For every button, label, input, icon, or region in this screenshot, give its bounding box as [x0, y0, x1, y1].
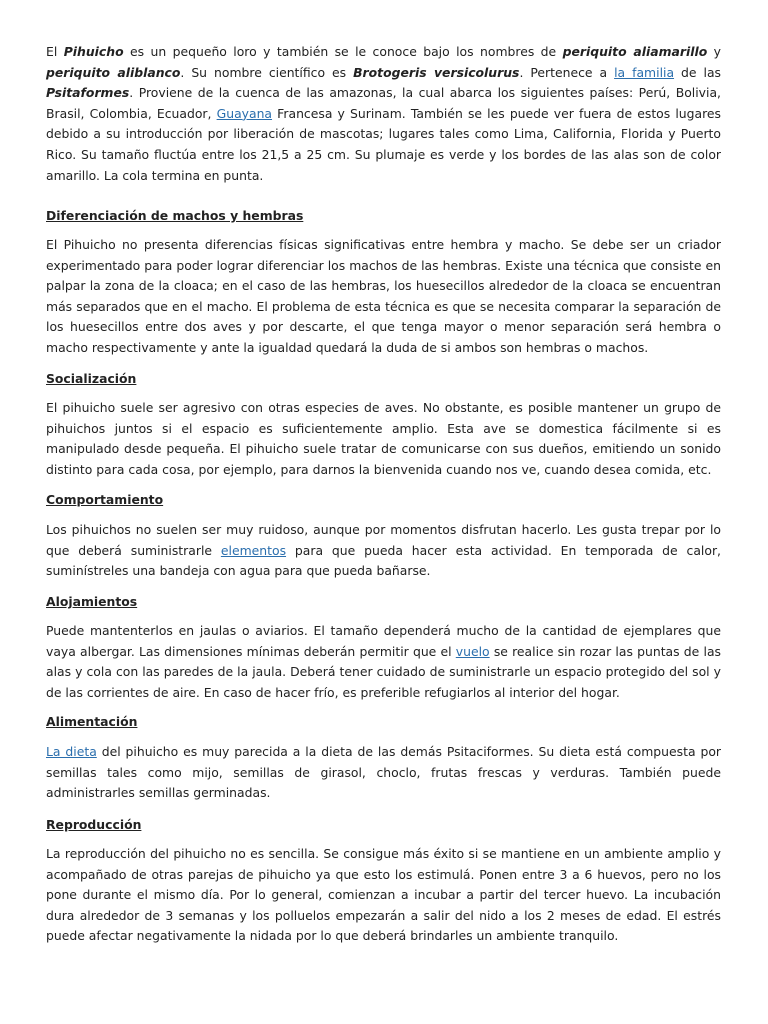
alimentacion-text: del pihuicho es muy parecida a la dieta de las demás Psitaciformes. Su dieta está compuesta por semillas tales como mijo, semillas de girasol, choclo, frutas frescas y verduras. También puede administrarles semillas germinadas. [46, 744, 721, 801]
heading-alimentacion: Alimentación [46, 714, 138, 729]
paragraph-comportamiento [46, 520, 721, 582]
heading-reproduccion: Reproducción [46, 817, 142, 832]
common-name-1: periquito aliamarillo [562, 44, 708, 59]
alojamientos-text: Puede mantenterlos en jaulas o aviarios. El tamaño dependerá mucho de la cantidad de ejemplares que vaya albergar. Las dimensiones mínimas deberán permitir que el [46, 623, 721, 659]
intro-text: es un pequeño loro y también se le conoce bajo los nombres de [123, 44, 563, 59]
intro-paragraph [46, 42, 721, 186]
link-guayana[interactable]: Guayana [216, 105, 273, 121]
intro-text: y [707, 44, 721, 59]
link-la-dieta[interactable]: La dieta [46, 744, 97, 759]
scientific-name: Brotogeris versicolurus [353, 64, 520, 80]
link-la-familia[interactable]: la familia [614, 64, 675, 80]
link-elementos[interactable]: elementos [220, 542, 287, 558]
intro-text: . Proviene de la cuenca de las amazonas, la cual abarca los siguientes países: Perú, Bolivia, Brasil, Colombia, Ecuador, [46, 85, 721, 121]
alojamientos-text: se realice sin rozar las puntas de las alas y cola con las paredes de la jaula. Deberá tener cuidado de suministrarle un espacio protegido del sol y de las corrientes de aire. En caso de hacer frío, es preferible refugiarlos al interior del hogar. [46, 643, 721, 700]
paragraph-diferenciacion: El Pihuicho no presenta diferencias físicas significativas entre hembra y macho. Se debe ser un criador experimentado para poder lograr diferenciar los machos de las hembras. Existe una técnica que consiste en palpar la zona de la cloaca; en el caso de las hembras, los huesecillos alrededor de la cloaca se encuentran más separados que en el macho. El problema de esta técnica es que se necesita comparar la separación de los huesecillos entre dos aves y por descarte, el que tenga mayor o menor separación será hembra o macho respectivamente y ante la igualdad quedará la duda de si ambos son hembras o machos. [46, 237, 721, 355]
bird-name: Pihuicho [63, 44, 124, 59]
heading-alojamientos: Alojamientos [46, 594, 138, 609]
paragraph-reproduccion: La reproducción del pihuicho no es sencilla. Se consigue más éxito si se mantiene en un ambiente amplio y acompañado de otras parejas de pihuicho ya que esto los estimulá. Ponen entre 3 a 6 huevos, pero no los pone durante el mismo día. Por lo general, comienzan a incubar a partir del tercer huevo. La incubación dura alrededor de 3 semanas y los polluelos empezarán a salir del nido a los 2 meses de edad. El estrés puede afectar negativamente la nidada por lo que deberá brindarles un ambiente tranquilo. [46, 846, 721, 944]
paragraph-alimentacion [46, 742, 721, 804]
link-vuelo[interactable]: vuelo [455, 643, 490, 659]
intro-text: Francesa y Surinam. También se les puede ver fuera de estos lugares debido a su introducción por liberación de mascotas; lugares tales como Lima, California, Florida y Puerto Rico. Su tamaño fluctúa entre los 21,5 a 25 cm. Su plumaje es verde y los bordes de las alas son de color amarillo. La cola termina en punta. [46, 105, 722, 183]
paragraph-socializacion: El pihuicho suele ser agresivo con otras especies de aves. No obstante, es posible mantener un grupo de pihuichos juntos si el espacio es suficientemente amplio. Esta ave se domestica fácilmente si es manipulado desde pequeña. El pihuicho suele tratar de comunicarse con sus dueños, emitiendo un sonido distinto para cada cosa, por ejemplo, para darnos la bienvenida cuando nos ve, cuando desea comida, etc. [46, 400, 721, 477]
common-name-2: periquito aliblanco [46, 64, 181, 80]
comportamiento-text: Los pihuichos no suelen ser muy ruidoso, aunque por momentos disfrutan hacerlo. Les gusta trepar por lo que deberá suministrarle [46, 522, 721, 558]
heading-diferenciacion: Diferenciación de machos y hembras [46, 208, 304, 223]
intro-text: El [46, 44, 64, 59]
intro-text: de las [674, 64, 721, 80]
intro-text: . Su nombre científico es [180, 64, 354, 80]
order-name: Psitaformes [46, 85, 130, 101]
heading-comportamiento: Comportamiento [46, 492, 164, 507]
heading-socializacion: Socialización [46, 371, 137, 386]
paragraph-alojamientos [46, 621, 721, 703]
intro-text: . Pertenece a [519, 64, 615, 80]
comportamiento-text: para que pueda hacer esta actividad. En temporada de calor, suminístreles una bandeja con agua para que pueda bañarse. [46, 542, 721, 579]
